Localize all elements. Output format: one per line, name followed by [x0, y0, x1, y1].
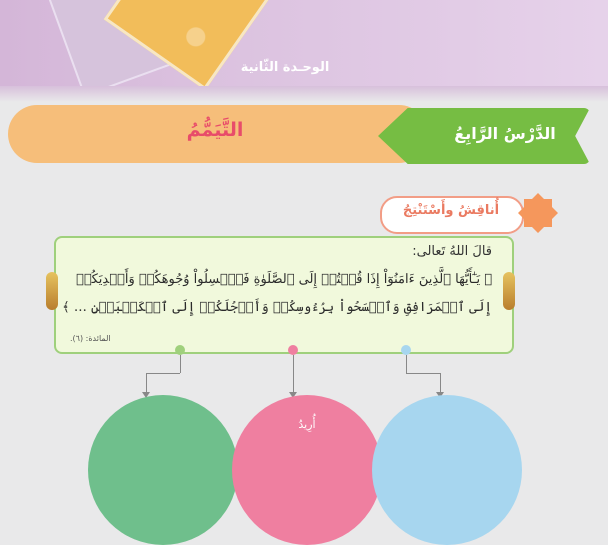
verse-intro: قالَ اللهُ تَعالى:	[412, 244, 492, 259]
connector-line	[406, 355, 407, 373]
ornament-right-icon	[503, 272, 515, 310]
unit-label: الوحـدة الثّانية	[240, 60, 330, 75]
connector-line	[440, 373, 441, 393]
lesson-title: التَّيَمُّمُ	[186, 119, 244, 141]
connector-line	[293, 355, 294, 393]
connector-dot-pink	[288, 345, 298, 355]
connector-line	[406, 373, 440, 374]
connector-line	[146, 373, 147, 393]
connector-dot-blue	[401, 345, 411, 355]
connector-dot-green	[175, 345, 185, 355]
header-band	[0, 86, 608, 102]
answer-circle-green	[88, 395, 238, 545]
verse-reference: المائدة: (٦).	[70, 334, 111, 343]
connector-line	[146, 373, 180, 374]
discuss-label: أُناقِشُ وأَسْتَنْتِجُ	[402, 203, 500, 218]
discuss-badge-icon	[518, 193, 558, 233]
verse-line-2: إِلَى ٱلۡمَرَافِقِ وَٱمۡسَحُواْ بِرُءُوسِكُمۡ وَأَرۡجُلَكُمۡ إِلَى ٱلۡكَعۡبَيۡنِ … ﴾	[62, 300, 492, 315]
connector-line	[180, 355, 181, 373]
answer-circle-blue	[372, 395, 522, 545]
lesson-number: الدَّرْسُ الرَّابِعُ	[454, 124, 556, 143]
verse-line-1: ﴿ يَـٰٓأَيُّهَا ٱلَّذِينَ ءَامَنُوٓاْ إِذَا قُمۡتُمۡ إِلَى ٱلصَّلَوٰةِ فَٱغۡسِلُواْ وُجُوهَكُمۡ وَأَيۡدِيَكُمۡ	[76, 272, 492, 287]
answer-circle-text: أُرِيدُ	[298, 418, 316, 431]
unit-header	[0, 0, 608, 86]
ornament-left-icon	[46, 272, 58, 310]
